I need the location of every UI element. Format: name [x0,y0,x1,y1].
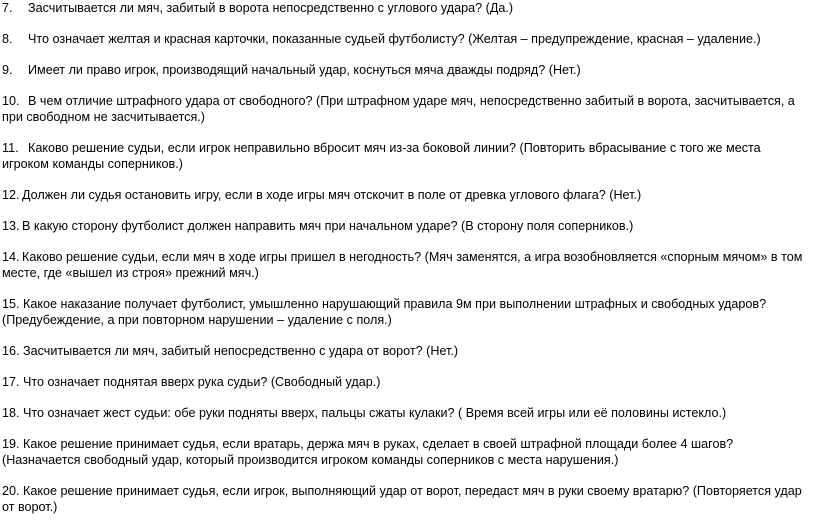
question-number: 11. [2,141,19,155]
question-number: 18. [2,406,20,420]
question-8 [2,31,806,47]
question-text: Засчитывается ли мяч, забитый в ворота непосредственно с углового удара? (Да.) [28,1,514,15]
question-9 [2,62,806,78]
question-number: 19. [2,437,20,451]
question-19 [2,436,806,468]
question-text: Что означает жест судьи: обе руки подняты вверх, пальцы сжаты кулаки? ( Время всей игры или её половины истекло.) [23,406,727,420]
question-11 [2,140,806,172]
question-number: 13. [2,219,20,233]
question-10 [2,93,806,125]
question-14 [2,249,806,281]
question-7 [2,0,806,16]
question-text: Что означает желтая и красная карточки, показанные судьей футболисту? (Желтая – предупреждение, красная – удаление.) [28,32,761,46]
question-number: 17. [2,375,20,389]
question-text: В чем отличие штрафного удара от свободного? (При штрафном ударе мяч, непосредственно забитый в ворота, засчитывается, а при свободном не засчитывается.) [2,94,795,124]
question-20 [2,483,806,515]
question-text: Какое решение принимает судья, если вратарь, держа мяч в руках, сделает в своей штрафной площади более 4 шагов? (Назначается свободный удар, который производится игроком команды соперников с места нарушения.) [2,437,734,467]
question-text: Имеет ли право игрок, производящий начальный удар, коснуться мяча дважды подряд? (Нет.) [28,63,581,77]
question-number: 7. [2,1,13,15]
question-16 [2,343,806,359]
question-text: Должен ли судья остановить игру, если в ходе игры мяч отскочит в поле от древка углового флага? (Нет.) [22,188,642,202]
question-12 [2,187,806,203]
question-number: 10. [2,94,20,108]
question-13 [2,218,806,234]
question-number: 14. [2,250,20,264]
question-text: В какую сторону футболист должен направить мяч при начальном ударе? (В сторону поля соперников.) [22,219,634,233]
question-text: Какое наказание получает футболист, умышленно нарушающий правила 9м при выполнении штрафных и свободных ударов? (Предубеждение, а при повторном нарушении – удаление с поля.) [2,297,767,327]
question-text: Каково решение судьи, если мяч в ходе игры пришел в негодность? (Мяч заменятся, а игра возобновляется «спорным мячом» в том месте, где «вышел из строя» прежний мяч.) [2,250,803,280]
question-text: Какое решение принимает судья, если игрок, выполняющий удар от ворот, передаст мяч в руки своему вратарю? (Повторяется удар от ворот.) [2,484,802,514]
question-text: Что означает поднятая вверх рука судьи? (Свободный удар.) [23,375,381,389]
question-number: 16. [2,344,20,358]
question-number: 15. [2,297,20,311]
question-18 [2,405,806,421]
question-number: 20. [2,484,20,498]
question-15 [2,296,806,328]
question-text: Засчитывается ли мяч, забитый непосредственно с удара от ворот? (Нет.) [23,344,459,358]
question-number: 8. [2,32,13,46]
question-text: Каково решение судьи, если игрок неправильно вбросит мяч из-за боковой линии? (Повторить вбрасывание с того же места игроком команды соперников.) [2,141,761,171]
question-number: 12. [2,188,20,202]
question-17 [2,374,806,390]
question-number: 9. [2,63,13,77]
